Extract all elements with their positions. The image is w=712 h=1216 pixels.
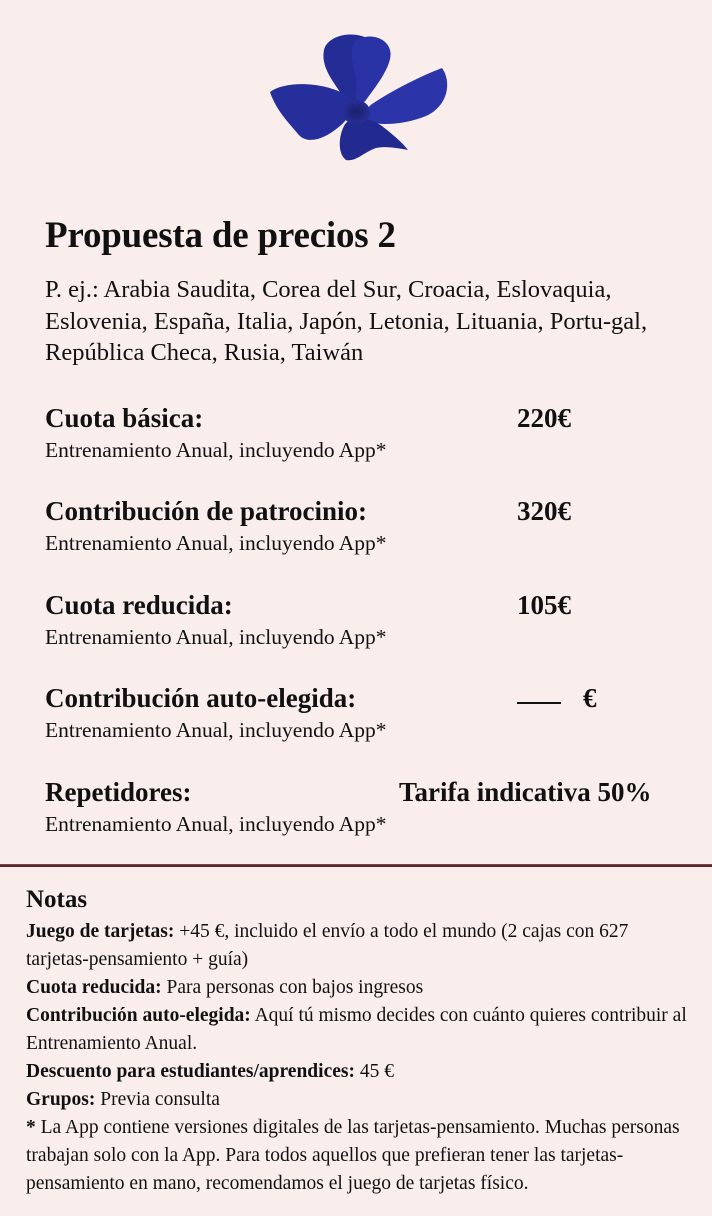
flower-center (342, 100, 370, 124)
pricing-price: Tarifa indicativa 50% (399, 777, 652, 807)
blue-flower-icon (266, 30, 452, 168)
note-term: Grupos: (26, 1089, 96, 1110)
countries-list: P. ej.: Arabia Saudita, Corea del Sur, Croacia, Eslovaquia, Eslovenia, España, Italia, Japón, Letonia, Lituania, Portu-gal, República Checa, Rusia, Taiwán (45, 276, 648, 366)
note-term: * (26, 1117, 36, 1138)
note-item (26, 1058, 691, 1086)
notes-section (26, 884, 691, 1198)
pricing-description: Entrenamiento Anual, incluyendo App* (45, 531, 387, 555)
note-text: La App contiene versiones digitales de las tarjetas-pensamiento. Muchas personas trabajan solo con la App. Para todos aquellos que prefieran tener las tarjetas-pensamiento en mano, recomendamos el juego de tarjetas físico. (26, 1117, 680, 1194)
note-term: Descuento para estudiantes/aprendices: (26, 1061, 355, 1082)
notes-title: Notas (26, 886, 88, 913)
note-term: Cuota reducida: (26, 977, 162, 998)
page-title: Propuesta de precios 2 (45, 215, 396, 256)
pricing-label: Contribución auto-elegida: (45, 683, 357, 713)
note-item (26, 974, 691, 1002)
note-text: Previa consulta (95, 1089, 220, 1110)
note-item (26, 1002, 691, 1058)
petal-top-right (351, 36, 390, 103)
pricing-row-repeaters (45, 776, 685, 837)
pricing-row-self-chosen (45, 682, 685, 743)
note-item (26, 1114, 691, 1198)
pricing-description: Entrenamiento Anual, incluyendo App* (45, 812, 387, 836)
note-item (26, 1086, 691, 1114)
note-text: 45 € (354, 1061, 394, 1082)
pricing-description: Entrenamiento Anual, incluyendo App* (45, 625, 387, 649)
pricing-row-reduced (45, 589, 685, 650)
petal-left (270, 84, 352, 140)
pricing-label: Cuota básica: (45, 403, 204, 433)
note-text: +45 €, incluido el envío a todo el mundo (2 cajas con 627 tarjetas-pensamiento + guía) (26, 921, 629, 970)
pricing-row-basic (45, 402, 685, 463)
note-item (26, 918, 691, 974)
note-term: Contribución auto-elegida: (26, 1005, 251, 1026)
note-term: Juego de tarjetas: (26, 921, 175, 942)
pricing-description: Entrenamiento Anual, incluyendo App* (45, 438, 387, 462)
pricing-row-sponsor (45, 495, 685, 556)
pricing-price: 105€ (517, 590, 571, 620)
pricing-label: Contribución de patrocinio: (45, 496, 368, 526)
pricing-price-blank (517, 682, 597, 714)
pricing-price: 220€ (517, 403, 571, 433)
pricing-description: Entrenamiento Anual, incluyendo App* (45, 718, 387, 742)
section-divider (0, 864, 712, 867)
pricing-label: Repetidores: (45, 777, 192, 807)
petal-bottom (340, 118, 408, 160)
euro-sign: € (583, 683, 597, 713)
pricing-label: Cuota reducida: (45, 590, 233, 620)
pricing-price: 320€ (517, 496, 571, 526)
note-text: Para personas con bajos ingresos (161, 977, 424, 998)
note-text: Aquí tú mismo decides con cuánto quieres contribuir al Entrenamiento Anual. (26, 1005, 687, 1054)
blank-amount-line (517, 702, 561, 704)
